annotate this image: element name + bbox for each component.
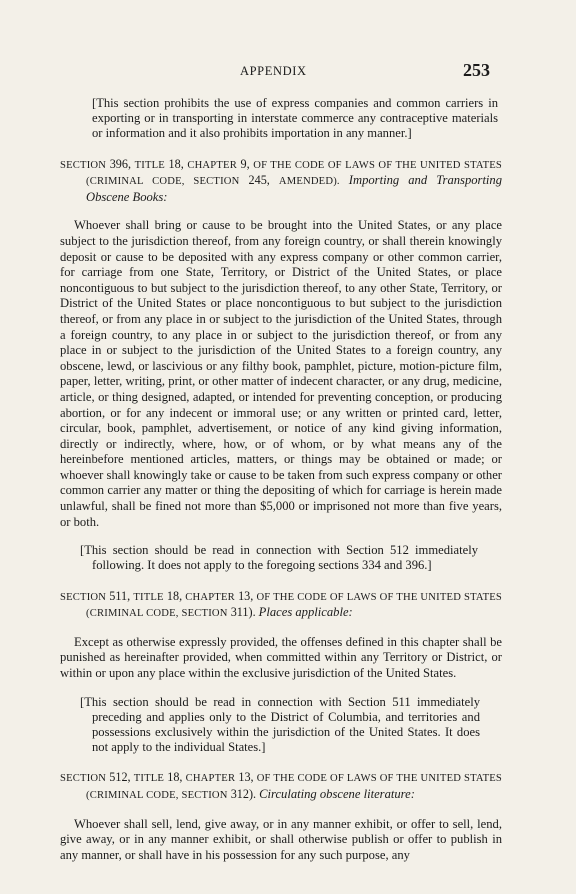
section-heading: SECTION 511, TITLE 18, CHAPTER 13, OF THE CODE OF LAWS OF THE UNITED STATES (CRIMINAL CODE, SECTION 311). Places applicable: [60, 588, 503, 620]
section-caption: Importing and Transporting Obscene Books: [86, 173, 503, 204]
bracketed-note: [This section prohibits the use of express companies and common carriers in exporting or in transporting in interstate commerce any contraceptive materials or information and it also prohibits importation in any manner.] [92, 96, 498, 141]
bracketed-note: [This section should be read in connection with Section 511 immediately preceding and applies only to the District of Columbia, and territories and possessions exclusively within the jurisdiction of the United States. It does not apply to the individual States.] [80, 694, 480, 755]
section-caption: Places applicable: [258, 605, 353, 620]
section-heading: SECTION 396, TITLE 18, CHAPTER 9, OF THE CODE OF LAWS OF THE UNITED STATES (CRIMINAL CODE, SECTION 245, AMENDED). Importing and Transporting Obscene Books: [60, 156, 503, 204]
page-number: 253 [463, 60, 490, 80]
page-header [0, 62, 576, 82]
bracketed-note: [This section should be read in connection with Section 512 immediately following. It does not apply to the foregoing sections 334 and 396.] [80, 543, 478, 573]
statute-paragraph: Whoever shall sell, lend, give away, or in any manner exhibit, or offer to sell, lend, give away, or in any manner exhibit, or shall otherwise publish or offer to publish in any manner, or shall have in his possession for any such purpose, any [60, 816, 502, 862]
section-heading: SECTION 512, TITLE 18, CHAPTER 13, OF THE CODE OF LAWS OF THE UNITED STATES (CRIMINAL CODE, SECTION 312). Circulating obscene literature: [60, 770, 503, 802]
running-head: APPENDIX [240, 64, 307, 78]
page-body [60, 96, 502, 863]
statute-paragraph: Except as otherwise expressly provided, the offenses defined in this chapter shall be punished as hereinafter provided, when committed within any Territory or District, or within or upon any place within the exclusive jurisdiction of the United States. [60, 634, 502, 681]
statute-paragraph: Whoever shall bring or cause to be brought into the United States, or any place subject to the jurisdiction thereof, from any foreign country, or shall therein knowingly deposit or cause to be deposited with any express company or other common carrier, for carriage from one State, Territory, or District of the United States, or place noncontiguous to but subject to the jurisdiction thereof, to any other State, Territory, or District of the United States or place noncontiguous to but subject to the jurisdiction thereof, or from any place in or subject to the jurisdiction of the United States, through a foreign country, to any place in or subject to the jurisdiction thereof, or from any place in or subject to the jurisdiction of the United States to a foreign country, any obscene, lewd, or lascivious or any filthy book, pamphlet, picture, motion-picture film, paper, letter, writing, print, or other matter of indecent character, or any drug, medicine, article, or thing designed, adapted, or intended for preventing conception, or producing abortion, or for any indecent or immoral use; or any written or printed card, letter, circular, book, pamphlet, advertisement, or notice of any kind giving information, directly or indirectly, where, how, or of whom, or by what means any of the hereinbefore mentioned articles, matters, or things may be obtained or made; or whoever shall knowingly take or cause to be taken from such express company or other common carrier any matter or thing the depositing of which for carriage is herein made unlawful, shall be fined not more than $5,000 or imprisoned not more than five years, or both. [60, 218, 502, 529]
section-caption: Circulating obscene literature: [259, 787, 415, 802]
